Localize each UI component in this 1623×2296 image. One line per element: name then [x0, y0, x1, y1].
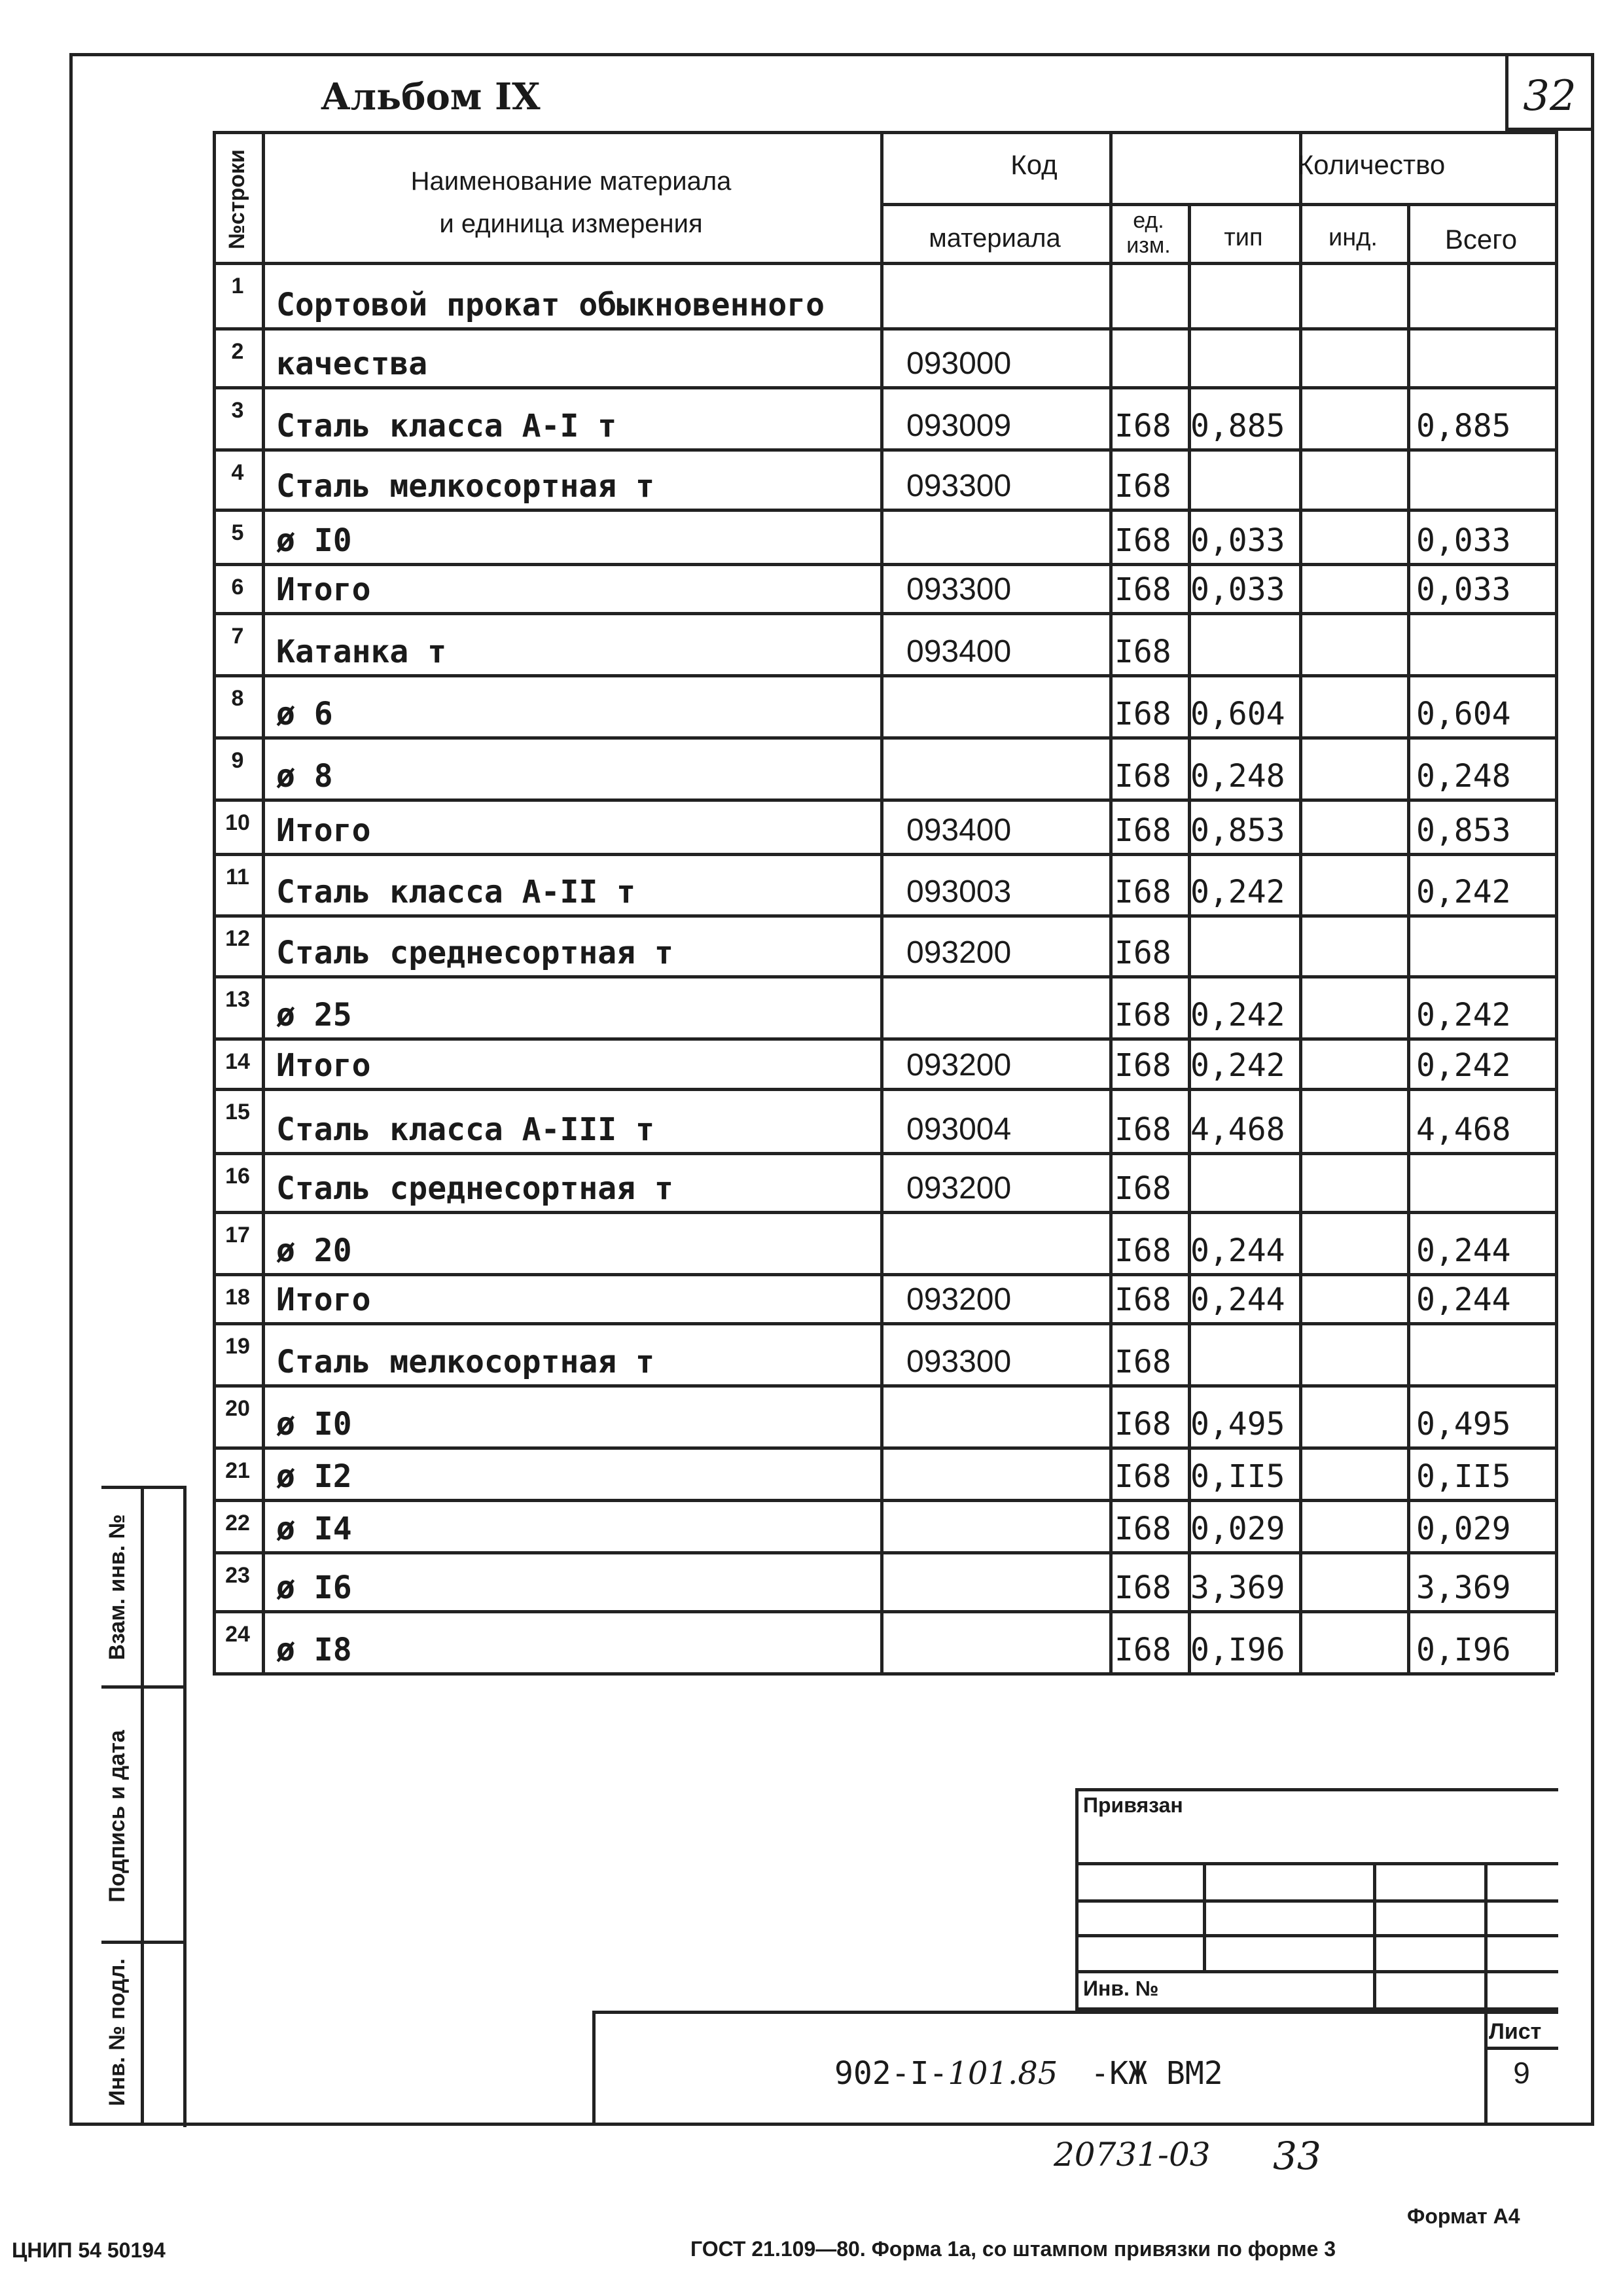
col-line [880, 131, 883, 1672]
row-unit: I68 [1115, 408, 1171, 444]
row-qty-total: 0,242 [1416, 874, 1511, 910]
row-name: Сталь среднесортная т [276, 1170, 673, 1207]
header-code: Код [1010, 149, 1058, 180]
row-number: 8 [231, 686, 244, 711]
header-bottom-line [213, 262, 1555, 265]
row-code: 093300 [906, 572, 1012, 607]
row-number: 10 [225, 810, 250, 835]
side-label-vzam: Взам. инв. № [105, 1514, 130, 1660]
row-number: 2 [231, 339, 244, 364]
row-code: 093400 [906, 813, 1012, 848]
row-qty-total: 0,II5 [1416, 1458, 1511, 1495]
doc-suffix: -КЖ ВМ2 [1090, 2055, 1223, 2092]
row-code: 093004 [906, 1112, 1012, 1147]
col-line [1299, 131, 1302, 1672]
row-unit: I68 [1115, 634, 1171, 670]
row-number: 24 [225, 1622, 250, 1647]
stamp-inv-no: Инв. № [1083, 1977, 1159, 2000]
row-qty-type: 0,853 [1190, 812, 1285, 849]
row-line [213, 509, 1555, 512]
row-name: Итого [276, 1282, 371, 1318]
row-line [213, 1037, 1555, 1041]
row-unit: I68 [1115, 997, 1171, 1033]
archive-number: 20731-03 [1054, 2136, 1211, 2174]
row-qty-type: 0,I96 [1190, 1632, 1285, 1668]
row-qty-type: 3,369 [1190, 1570, 1285, 1606]
row-qty-total: 0,885 [1416, 408, 1511, 444]
row-qty-total: 0,244 [1416, 1282, 1511, 1318]
row-qty-total: 0,853 [1416, 812, 1511, 849]
row-name: ø I2 [276, 1458, 352, 1495]
header-name-line1: Наименование материала [410, 167, 732, 196]
row-unit: I68 [1115, 935, 1171, 971]
row-unit: I68 [1115, 1111, 1171, 1148]
row-qty-type: 0,II5 [1190, 1458, 1285, 1495]
row-number: 9 [231, 748, 244, 773]
row-number: 15 [225, 1100, 250, 1124]
row-unit: I68 [1115, 812, 1171, 849]
footer-gost: ГОСТ 21.109—80. Форма 1а, со штампом привязки по форме 3 [690, 2237, 1336, 2261]
row-qty-type: 0,029 [1190, 1511, 1285, 1547]
row-line [213, 327, 1555, 331]
row-number: 14 [225, 1049, 250, 1074]
row-number: 1 [231, 274, 244, 298]
row-code: 093200 [906, 1282, 1012, 1317]
row-qty-type: 0,033 [1190, 571, 1285, 608]
row-name: ø I0 [276, 1406, 352, 1443]
row-line [213, 1152, 1555, 1155]
row-qty-type: 0,495 [1190, 1406, 1285, 1443]
row-line [213, 798, 1555, 802]
row-qty-total: 0,495 [1416, 1406, 1511, 1443]
doc-prefix: 902-I- [834, 2055, 948, 2092]
row-number: 16 [225, 1164, 250, 1189]
row-line [213, 736, 1555, 740]
row-name: Сталь класса А-II т [276, 874, 636, 910]
row-number: 3 [231, 398, 244, 423]
format-label: Формат А4 [1407, 2204, 1520, 2228]
row-unit: I68 [1115, 468, 1171, 505]
row-qty-type: 0,885 [1190, 408, 1285, 444]
row-qty-total: 0,242 [1416, 1047, 1511, 1084]
row-code: 093000 [906, 346, 1012, 381]
header-q-total: Всего [1444, 224, 1518, 255]
row-code: 093200 [906, 935, 1012, 970]
row-line [213, 674, 1555, 677]
header-q-type: тип [1224, 224, 1263, 251]
row-name: ø I6 [276, 1570, 352, 1606]
row-number: 19 [225, 1334, 250, 1359]
row-unit: I68 [1115, 1047, 1171, 1084]
row-qty-type: 0,242 [1190, 874, 1285, 910]
row-unit: I68 [1115, 1632, 1171, 1668]
header-quantity: Количество [1297, 149, 1446, 180]
row-line [213, 1551, 1555, 1554]
header-mid-line [880, 203, 1555, 206]
row-qty-type: 0,242 [1190, 1047, 1285, 1084]
row-line [213, 853, 1555, 856]
row-name: Сталь среднесортная т [276, 935, 673, 971]
row-unit: I68 [1115, 1570, 1171, 1606]
row-unit: I68 [1115, 1232, 1171, 1269]
row-name: ø 25 [276, 997, 352, 1033]
row-number: 20 [225, 1396, 250, 1421]
row-line [213, 563, 1555, 566]
row-name: Сталь класса А-I т [276, 408, 617, 444]
row-qty-total: 0,604 [1416, 696, 1511, 732]
row-unit: I68 [1115, 1406, 1171, 1443]
row-number: 12 [225, 926, 250, 951]
row-name: ø I4 [276, 1511, 352, 1547]
row-name: ø 20 [276, 1232, 352, 1269]
row-unit: I68 [1115, 1282, 1171, 1318]
col-line [1555, 131, 1558, 262]
row-qty-total: 0,029 [1416, 1511, 1511, 1547]
row-line [213, 1211, 1555, 1214]
header-code-unit-2: изм. [1126, 233, 1171, 258]
header-name-line2: и единица измерения [439, 209, 703, 238]
row-qty-type: 0,244 [1190, 1232, 1285, 1269]
stamp-list-label: Лист [1489, 2019, 1542, 2044]
row-qty-total: 0,033 [1416, 522, 1511, 559]
row-number: 7 [231, 624, 244, 649]
side-label-podpis: Подпись и дата [105, 1730, 130, 1903]
row-number: 6 [231, 575, 244, 600]
row-line [213, 612, 1555, 615]
row-line [213, 1672, 1555, 1676]
row-unit: I68 [1115, 1170, 1171, 1207]
row-line [213, 914, 1555, 918]
row-unit: I68 [1115, 696, 1171, 732]
row-name: Итого [276, 571, 371, 608]
row-unit: I68 [1115, 1344, 1171, 1380]
row-code: 093300 [906, 469, 1012, 503]
header-code-unit-1: ед. [1133, 208, 1164, 233]
row-qty-type: 0,604 [1190, 696, 1285, 732]
row-line [213, 448, 1555, 452]
row-code: 093009 [906, 408, 1012, 443]
row-line [213, 1446, 1555, 1450]
row-qty-total: 0,242 [1416, 997, 1511, 1033]
side-label-inv-podl: Инв. № подл. [105, 1958, 130, 2106]
header-code-material: материала [929, 224, 1061, 253]
row-number: 11 [226, 865, 249, 889]
col-line [213, 131, 216, 1672]
row-name: Сталь мелкосортная т [276, 1344, 654, 1380]
row-unit: I68 [1115, 571, 1171, 608]
row-name: ø 6 [276, 696, 333, 732]
col-line [262, 131, 265, 1672]
row-line [213, 1384, 1555, 1388]
table-top-border [213, 131, 1555, 134]
row-name: Катанка т [276, 634, 447, 670]
row-unit: I68 [1115, 522, 1171, 559]
row-number: 4 [231, 460, 244, 485]
row-number: 5 [231, 520, 244, 545]
row-qty-total: 3,369 [1416, 1570, 1511, 1606]
row-name: Сталь мелкосортная т [276, 468, 654, 505]
row-name: Сортовой прокат обыкновенного [276, 287, 825, 323]
header-row-no: №строки [224, 149, 249, 249]
row-code: 093200 [906, 1048, 1012, 1083]
row-code: 093200 [906, 1171, 1012, 1206]
album-title: Альбом IX [321, 75, 541, 118]
stamp-privyazan: Привязан [1083, 1793, 1183, 1817]
row-unit: I68 [1115, 758, 1171, 795]
row-qty-total: 4,468 [1416, 1111, 1511, 1148]
row-qty-total: 0,033 [1416, 571, 1511, 608]
row-qty-type: 0,033 [1190, 522, 1285, 559]
row-code: 093400 [906, 634, 1012, 669]
row-line [213, 1322, 1555, 1325]
row-qty-total: 0,I96 [1416, 1632, 1511, 1668]
header-q-ind: инд. [1329, 224, 1378, 251]
row-number: 17 [225, 1223, 250, 1247]
row-qty-type: 0,242 [1190, 997, 1285, 1033]
row-name: ø I0 [276, 522, 352, 559]
row-line [213, 1273, 1555, 1276]
row-line [213, 1610, 1555, 1613]
row-number: 13 [225, 987, 250, 1012]
row-code: 093300 [906, 1344, 1012, 1379]
row-number: 18 [225, 1285, 250, 1310]
row-qty-total: 0,244 [1416, 1232, 1511, 1269]
stamp-list-value: 9 [1513, 2056, 1530, 2090]
row-number: 21 [225, 1458, 250, 1483]
page-number: 32 [1523, 72, 1577, 120]
row-name: качества [276, 346, 428, 382]
row-unit: I68 [1115, 874, 1171, 910]
row-name: ø I8 [276, 1632, 352, 1668]
row-qty-total: 0,248 [1416, 758, 1511, 795]
doc-handwritten: 101.85 [948, 2055, 1058, 2092]
col-line [1407, 203, 1410, 1672]
row-name: Итого [276, 812, 371, 849]
row-qty-type: 0,248 [1190, 758, 1285, 795]
row-line [213, 386, 1555, 389]
row-unit: I68 [1115, 1458, 1171, 1495]
row-qty-type: 0,244 [1190, 1282, 1285, 1318]
row-qty-type: 4,468 [1190, 1111, 1285, 1148]
col-line [1109, 131, 1113, 1672]
row-line [213, 1499, 1555, 1502]
footer-left-code: ЦНИП 54 50194 [12, 2238, 166, 2262]
row-code: 093003 [906, 874, 1012, 909]
row-unit: I68 [1115, 1511, 1171, 1547]
row-line [213, 1088, 1555, 1091]
document-code [834, 2055, 1223, 2092]
row-name: Итого [276, 1047, 371, 1084]
row-name: ø 8 [276, 758, 333, 795]
row-line [213, 975, 1555, 978]
col-line [1555, 262, 1558, 1672]
row-number: 22 [225, 1511, 250, 1535]
row-number: 23 [225, 1563, 250, 1588]
row-name: Сталь класса А-III т [276, 1111, 654, 1148]
sheet-number: 33 [1273, 2134, 1321, 2178]
